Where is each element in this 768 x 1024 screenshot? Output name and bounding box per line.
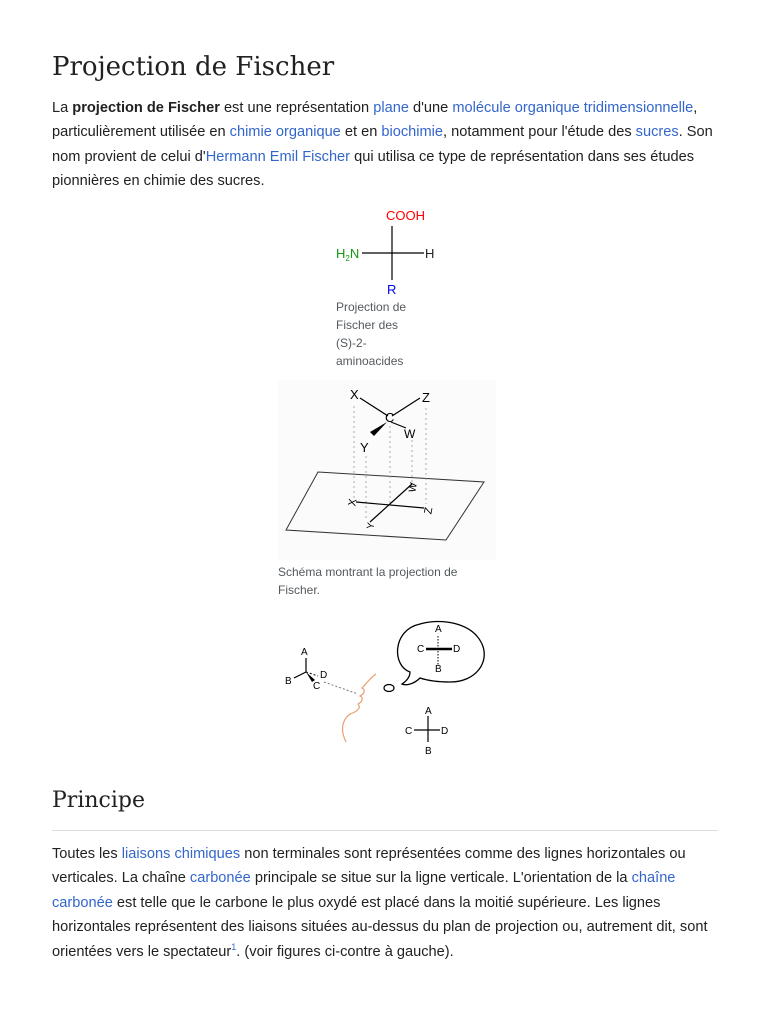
section-divider [52, 830, 718, 831]
intro-text: qui utilisa ce type de représentation dans ses études pionnières en chimie des sucres. [52, 148, 695, 190]
fischer-aminoacid-figure [330, 204, 450, 300]
caption-line: (S)-2- [336, 336, 367, 350]
reference-1[interactable]: 1 [231, 941, 237, 952]
principe-text: est telle que le carbone le plus oxydé est placé dans la moitié supérieure. Les lignes horizontales représentent des liaisons situées au-dessus du plan de projection ou, autrement dit, sont orientées vers le spectateur [52, 894, 708, 960]
link-plane[interactable]: plane [373, 100, 409, 116]
link-hermann-emil-fischer[interactable]: Hermann Emil Fischer [205, 148, 351, 165]
label-z: Z [422, 390, 430, 405]
mol-label-c: C [313, 681, 321, 692]
face-profile [343, 674, 376, 742]
svg-text:Y: Y [365, 521, 378, 531]
group-cooh: COOH [386, 208, 425, 223]
proj-label-c: C [405, 726, 413, 737]
svg-text:W: W [407, 481, 420, 494]
link-carbonee[interactable]: carbonée [189, 870, 251, 887]
group-h: H [425, 246, 435, 261]
proj-label-a: A [425, 706, 432, 717]
caption-line: Fischer des [336, 318, 399, 332]
label-c: C [385, 410, 395, 425]
intro-text: et en [340, 124, 382, 141]
intro-text: d'une [408, 100, 453, 116]
caption-line: Fischer. [278, 583, 321, 597]
proj-label-b: B [425, 746, 432, 757]
principe-text: . (voir figures ci-contre à gauche). [236, 943, 454, 960]
proj-label-d: D [441, 726, 449, 737]
group-h2n: $H_2N$ [336, 246, 360, 263]
caption-line: aminoacides [336, 354, 404, 368]
link-biochimie[interactable]: biochimie [381, 124, 444, 141]
link-molecule-organique[interactable]: molécule organique tridimensionnelle [452, 100, 694, 116]
intro-paragraph [52, 96, 722, 194]
intro-text: , particulièrement utilisée en [52, 100, 698, 141]
caption-line: Projection de [336, 300, 407, 314]
bubble-label-d: D [453, 644, 461, 655]
principe-text: principale se situe sur la ligne verticale. L'orientation de la [250, 870, 632, 887]
bubble-label-c: C [417, 644, 425, 655]
page-title: Projection de Fischer [52, 52, 335, 82]
principe-paragraph [52, 842, 722, 964]
link-liaisons-chimiques[interactable]: liaisons chimiques [121, 846, 241, 862]
label-w: W [404, 427, 416, 441]
mol-label-d: D [320, 670, 328, 681]
principe-text: non terminales sont représentées comme des lignes horizontales ou verticales. La chaîne [52, 846, 686, 887]
projection-schema-figure [278, 380, 496, 560]
mol-label-a: A [301, 647, 308, 658]
intro-text: , notamment pour l'étude des [443, 124, 636, 141]
figure1-caption [336, 298, 406, 370]
link-chaine-carbonee[interactable]: chaîne carbonée [52, 870, 676, 911]
caption-line: Schéma montrant la projection de [278, 565, 458, 579]
intro-text: est une représentation [219, 100, 374, 116]
bubble-label-b: B [435, 664, 442, 675]
link-chimie-organique[interactable]: chimie organique [229, 124, 341, 141]
bubble-label-a: A [435, 624, 442, 635]
link-sucres[interactable]: sucres [635, 124, 679, 141]
group-r: R [387, 282, 397, 297]
principe-text: Toutes les [52, 846, 122, 862]
intro-text: La [52, 100, 73, 116]
label-x: X [350, 387, 359, 402]
section-heading-principe: Principe [52, 788, 145, 813]
label-y: Y [360, 440, 369, 455]
mol-label-b: B [285, 676, 292, 687]
svg-text:X: X [346, 497, 360, 508]
figure2-caption [278, 563, 457, 599]
bubble-small [384, 685, 394, 692]
intro-text: . Son nom provient de celui d' [52, 124, 713, 165]
thought-bubble-figure [280, 616, 500, 760]
intro-bold-term: projection de Fischer [72, 100, 220, 116]
svg-text:Z: Z [422, 506, 436, 516]
